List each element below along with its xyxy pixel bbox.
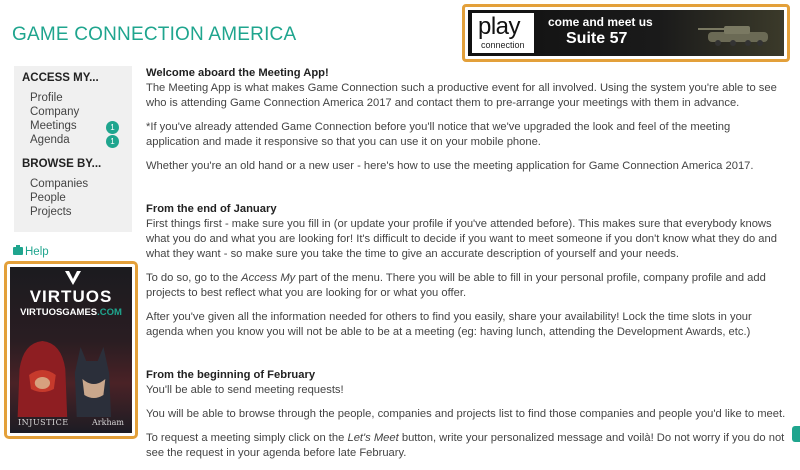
lets-meet-emphasis: Let's Meet	[347, 432, 399, 444]
top-ad-banner[interactable]	[462, 4, 790, 62]
february-paragraph-2: You will be able to browse through the people, companies and projects list to find those companies and people you'd like to meet.	[146, 408, 786, 420]
play-connection-logo	[472, 13, 534, 53]
welcome-paragraph-1: The Meeting App is what makes Game Connection such a productive event for all involved. Using the system you're able to see who is attending Game Connection America 2017 and contact them to pre-arrange your meetings with them in advance.	[146, 82, 777, 109]
welcome-heading: Welcome aboard the Meeting App!	[146, 67, 329, 79]
sidebar-item-companies[interactable]: Companies	[30, 178, 89, 190]
sidebar-item-projects[interactable]: Projects	[30, 206, 72, 218]
connection-logo-text: connection	[481, 40, 525, 50]
help-link[interactable]	[13, 246, 49, 258]
top-ad-image[interactable]	[468, 10, 784, 56]
february-heading: From the beginning of February	[146, 369, 316, 381]
main-content	[146, 66, 786, 470]
feedback-edge-tab[interactable]	[792, 426, 800, 442]
sidebar-item-meetings[interactable]: Meetings	[30, 120, 77, 132]
january-paragraph-1: First things first - make sure you fill in (or update your profile if you've attended before). This makes sure that everybody knows what you do and what you are looking for! It's difficult to decide if you want to meet someone if you don't know what they do and what they want - so make sure you take the time to give an accurate description of yourself and your needs.	[146, 218, 777, 260]
welcome-paragraph-3: Whether you're an old hand or a new user - here's how to use the meeting application for Game Connection America 2017.	[146, 160, 754, 172]
february-p3-end: button, write your personalized message and voilà! Do not worry if you do not see the request in your agenda before late February.	[146, 432, 785, 459]
sidebar-heading-browse: BROWSE BY...	[22, 158, 102, 170]
sidebar-item-people[interactable]: People	[30, 192, 66, 204]
january-heading: From the end of January	[146, 203, 277, 215]
sidebar-heading-access: ACCESS MY...	[22, 72, 99, 84]
side-ad-banner[interactable]	[4, 261, 138, 439]
virtuos-url-tld: .COM	[97, 307, 122, 318]
sidebar-menu	[14, 66, 132, 232]
banner-line-1: come and meet us	[548, 15, 653, 29]
side-ad-image[interactable]	[10, 267, 132, 433]
january-p2-start: To do so, go to the	[146, 272, 242, 284]
banner-line-2: Suite 57	[566, 30, 628, 47]
briefcase-icon	[13, 247, 23, 255]
play-logo-text: play	[478, 13, 521, 40]
february-paragraph-3	[146, 431, 786, 461]
agenda-count-badge: 1	[106, 135, 119, 148]
sidebar-item-agenda[interactable]: Agenda	[30, 134, 70, 146]
access-my-emphasis: Access My	[241, 272, 296, 284]
virtuos-url	[10, 307, 132, 318]
sidebar-item-profile[interactable]: Profile	[30, 92, 63, 104]
virtuos-logo-text: VIRTUOS	[29, 287, 113, 306]
january-paragraph-3: After you've given all the information needed for others to find you easily, share your availability! Lock the time slots in your agenda when you know you will not be able to be at a meeting (eg: having lunch, attending the Development Awards, etc.)	[146, 311, 752, 338]
site-title[interactable]: GAME CONNECTION AMERICA	[12, 24, 297, 45]
superhero-artwork-icon	[10, 329, 132, 417]
virtuos-url-main: VIRTUOSGAMES	[20, 307, 98, 318]
february-paragraph-1: You'll be able to send meeting requests!	[146, 384, 344, 396]
meetings-count-badge: 1	[106, 121, 119, 134]
january-p2-end: part of the menu. There you will be able to fill in your personal profile, company profile and add projects to best reflect what you are looking for or what you offer.	[146, 272, 766, 299]
virtuos-emblem-icon	[65, 271, 81, 285]
sidebar-item-company[interactable]: Company	[30, 106, 80, 118]
january-paragraph-2	[146, 271, 786, 301]
february-p3-start: To request a meeting simply click on the	[146, 432, 348, 444]
arkham-logo-text: Arkham	[92, 418, 124, 427]
tank-icon	[698, 18, 778, 48]
injustice-logo-text: INJUSTICE	[18, 418, 69, 427]
help-label: Help	[25, 246, 49, 258]
welcome-paragraph-2: *If you've already attended Game Connection before you'll notice that we've upgraded the look and feel of the meeting application and made it responsive so that you can use it on your mobile phone.	[146, 121, 731, 148]
